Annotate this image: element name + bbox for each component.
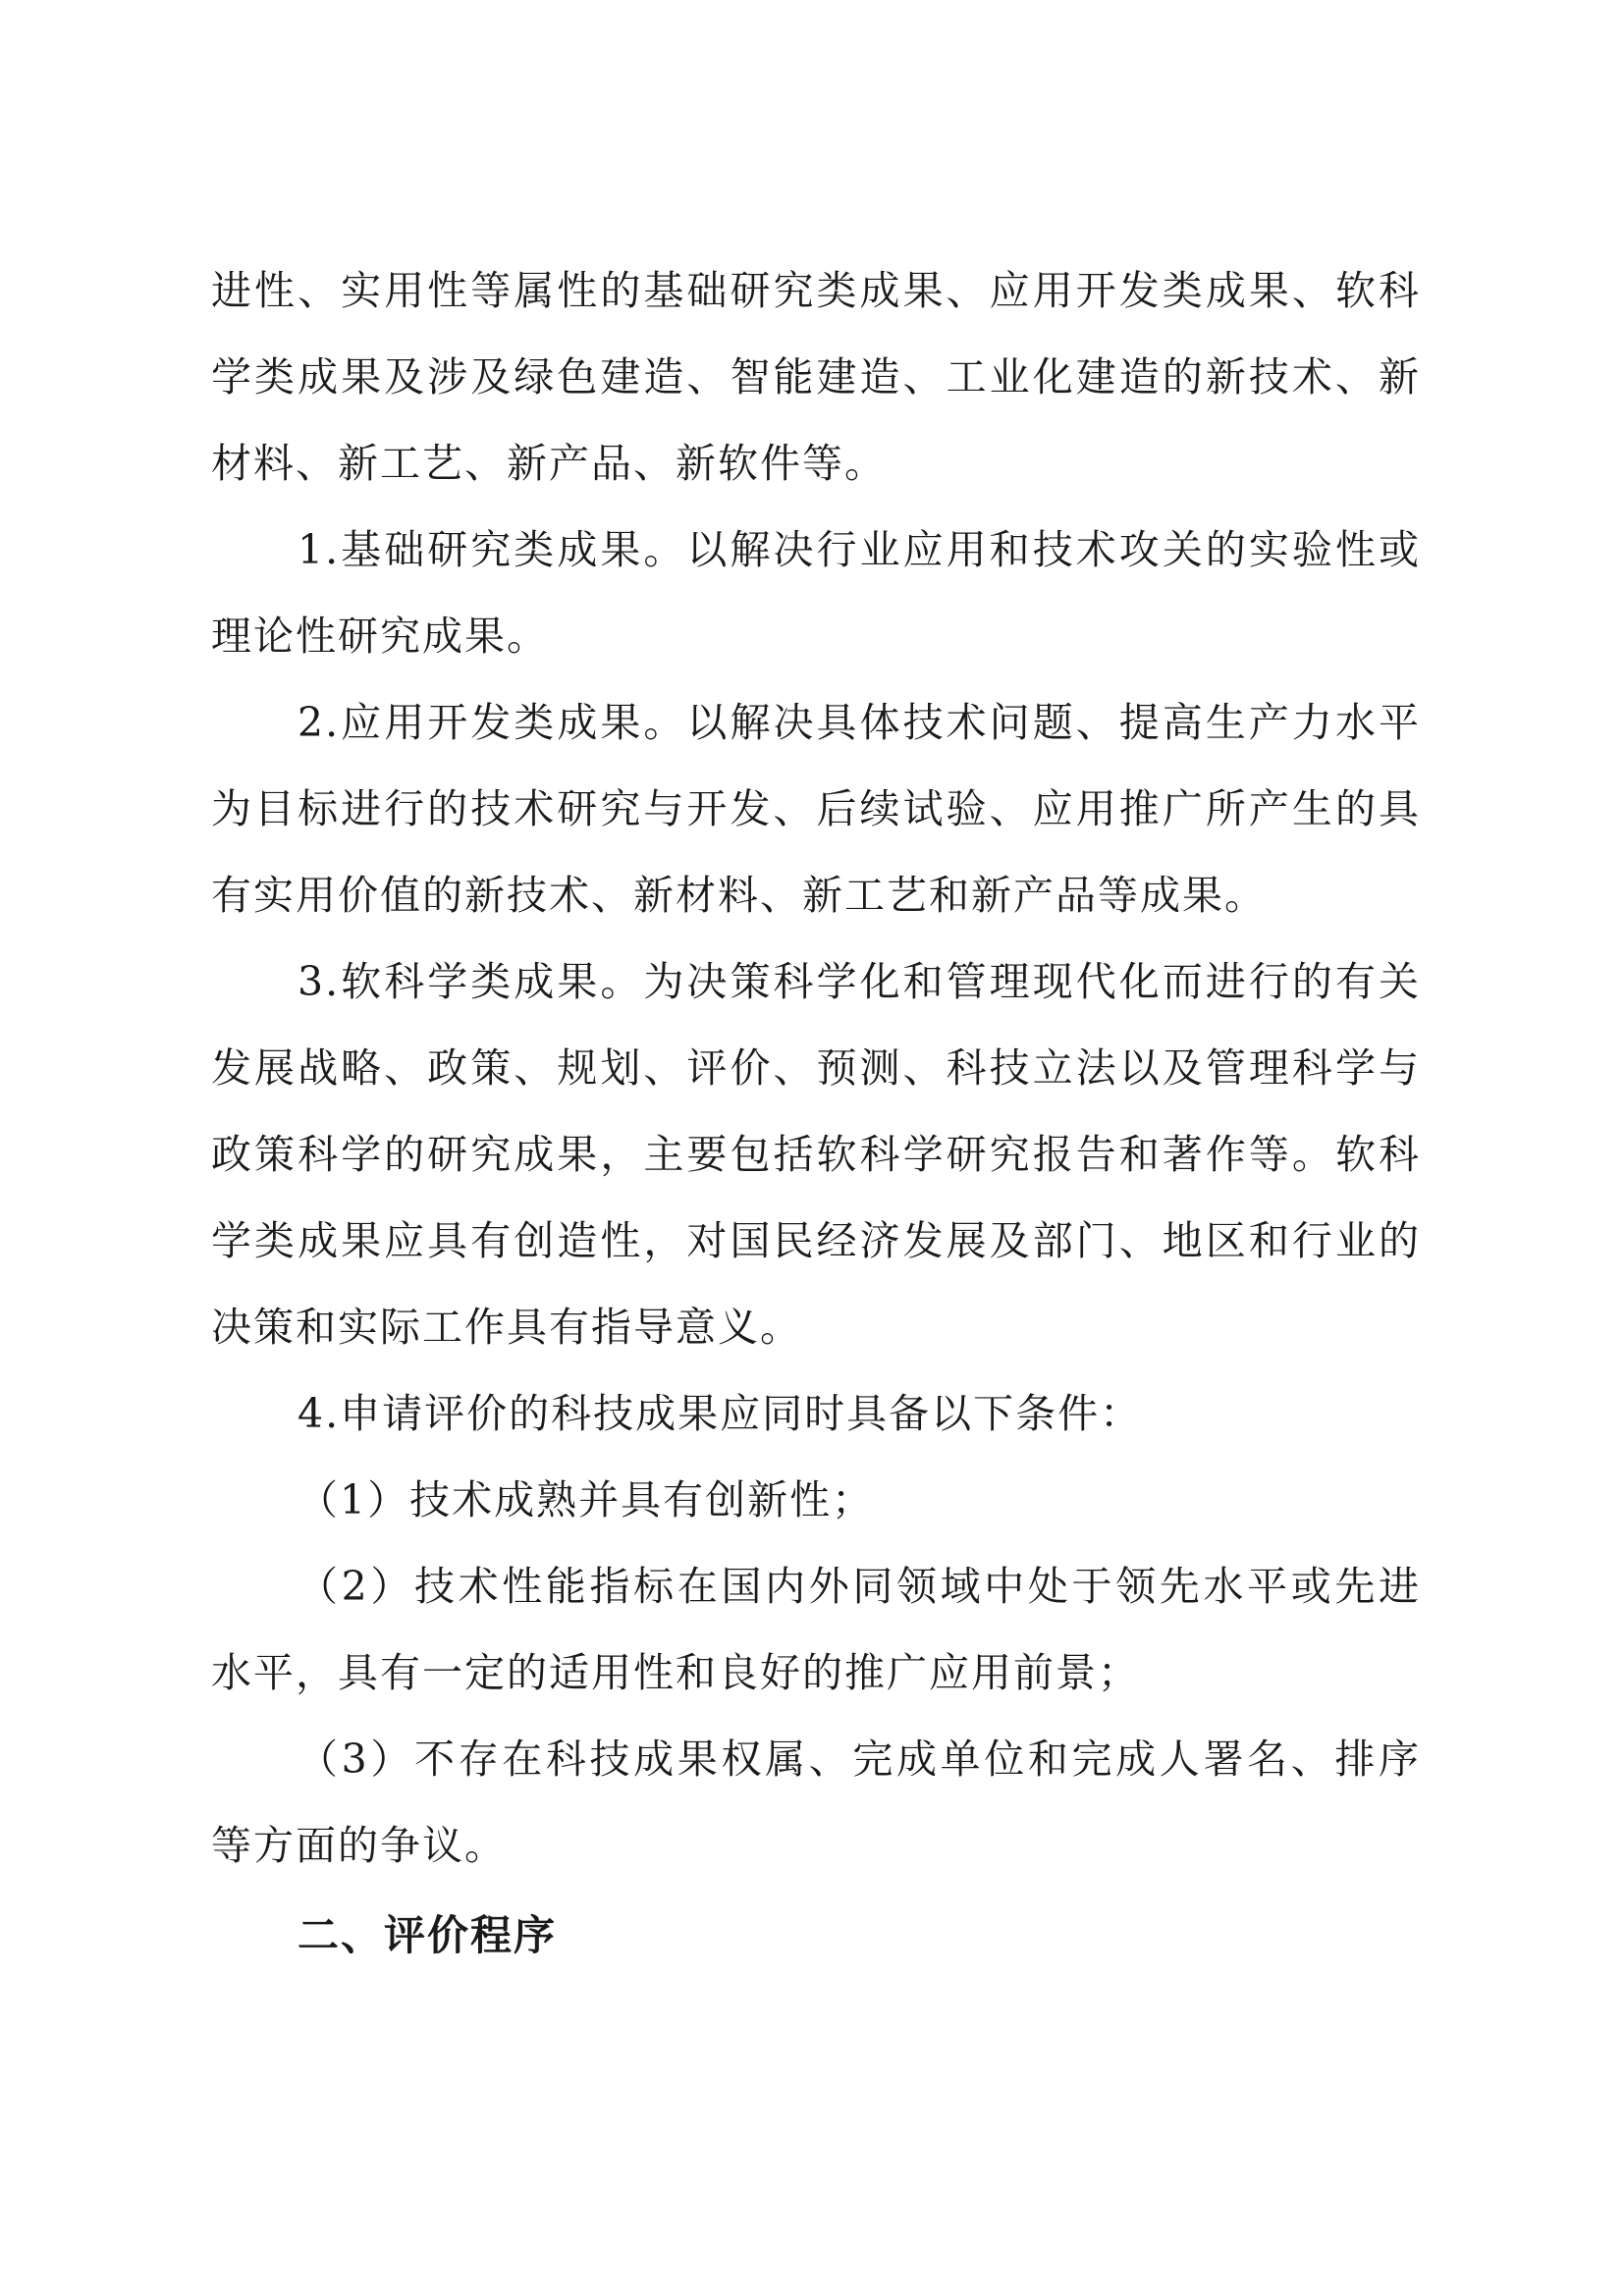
paragraph-basic-research: 1.基础研究类成果。以解决行业应用和技术攻关的实验性或理论性研究成果。: [211, 526, 1421, 660]
paragraph-condition-1: （1）技术成熟并具有创新性；: [298, 1476, 875, 1523]
paragraph-condition-3: （3）不存在科技成果权属、完成单位和完成人署名、排序等方面的争议。: [211, 1735, 1421, 1869]
section-heading: 二、评价程序: [298, 1911, 558, 1959]
paragraph-continuation: 进性、实用性等属性的基础研究类成果、应用开发类成果、软科学类成果及涉及绿色建造、智能建造、工业化建造的新技术、新材料、新工艺、新产品、新软件等。: [211, 267, 1421, 487]
document-body: [211, 247, 1421, 1979]
paragraph-applied-development: 2.应用开发类成果。以解决具体技术问题、提高生产力水平为目标进行的技术研究与开发、后续试验、应用推广所产生的具有实用价值的新技术、新材料、新工艺和新产品等成果。: [211, 699, 1421, 919]
paragraph-condition-2: （2）技术性能指标在国内外同领域中处于领先水平或先进水平，具有一定的适用性和良好的推广应用前景；: [211, 1563, 1421, 1696]
paragraph-soft-science: 3.软科学类成果。为决策科学化和管理现代化而进行的有关发展战略、政策、规划、评价、预测、科技立法以及管理科学与政策科学的研究成果，主要包括软科学研究报告和著作等。软科学类成果应具有创造性，对国民经济发展及部门、地区和行业的决策和实际工作具有指导意义。: [211, 958, 1421, 1351]
paragraph-conditions-intro: 4.申请评价的科技成果应同时具备以下条件：: [298, 1390, 1143, 1437]
